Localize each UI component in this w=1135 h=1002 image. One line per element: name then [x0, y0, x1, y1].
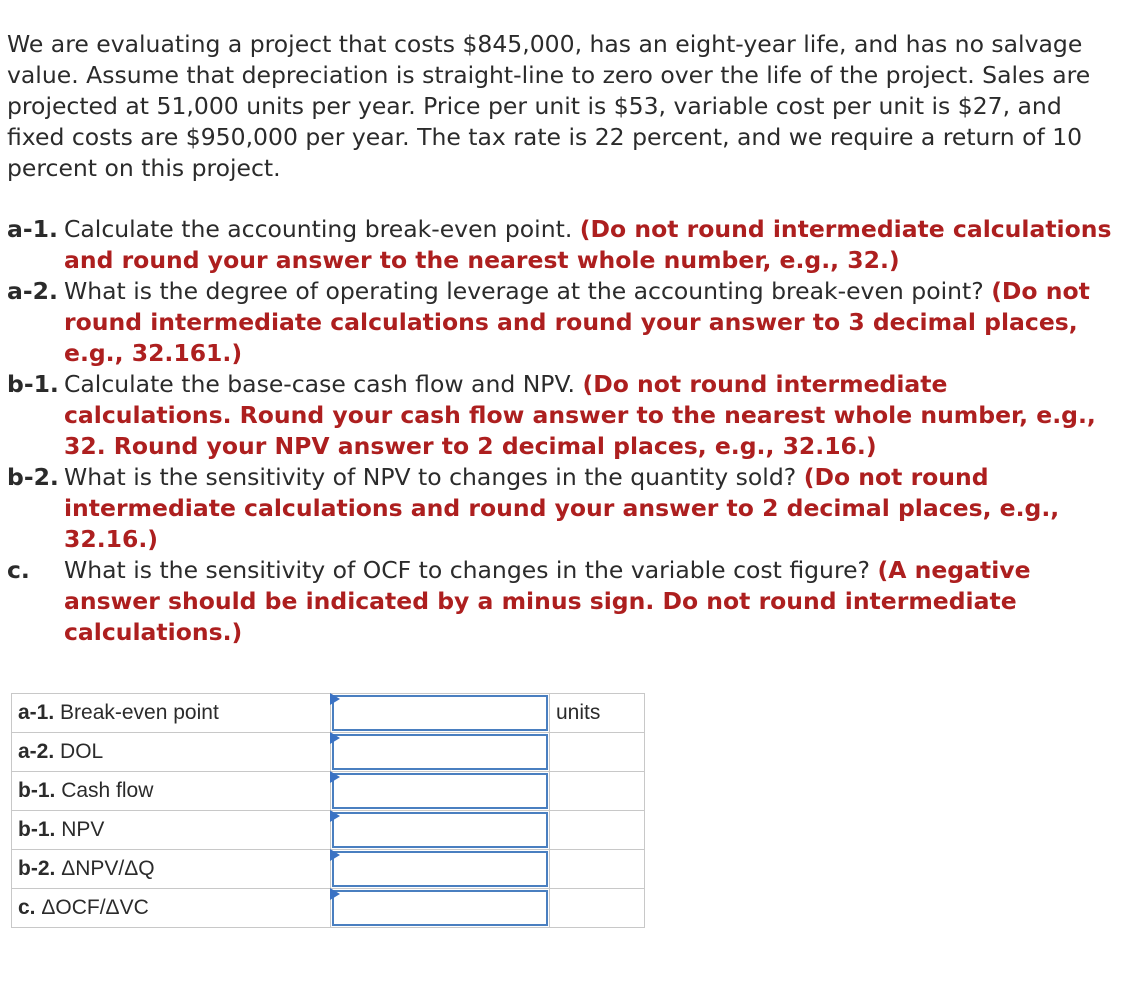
answer-row-b1-npv — [12, 811, 645, 850]
question-text: What is the sensitivity of OCF to changes in the variable cost figure? — [64, 556, 871, 584]
answer-label: b-2. — [18, 857, 56, 880]
problem-intro: We are evaluating a project that costs $845,000, has an eight-year life, and has no salvage value. Assume that depreciation is straight-line to zero over the life of the project. Sales are projected at 51,000 units per year. Price per unit is $53, variable cost per unit is $27, and fixed costs are $950,000 per year. The tax rate is 22 percent, and we require a return of 10 percent on this project. — [7, 30, 1091, 182]
dol-input[interactable] — [332, 734, 548, 770]
answer-row-a1 — [12, 694, 645, 733]
unit-label — [550, 811, 645, 850]
unit-label — [550, 850, 645, 889]
question-label: b-1. — [7, 370, 59, 398]
answer-row-b1-cash — [12, 772, 645, 811]
input-marker-icon — [330, 693, 340, 705]
answer-label: a-2. — [18, 740, 55, 763]
break-even-input[interactable] — [332, 695, 548, 731]
input-marker-icon — [330, 771, 340, 783]
question-a2 — [7, 276, 1122, 369]
cash-flow-input[interactable] — [332, 773, 548, 809]
answer-row-b2 — [12, 850, 645, 889]
unit-label — [550, 772, 645, 811]
question-list — [7, 214, 1122, 648]
answer-text: NPV — [61, 818, 105, 841]
unit-label — [550, 889, 645, 928]
answer-label: a-1. — [18, 701, 55, 724]
question-note: (A negative answer should be indicated by a minus sign. Do not round intermediate calculations.) — [64, 556, 1031, 646]
answer-text: Break-even point — [60, 701, 219, 724]
question-text: Calculate the accounting break-even point. — [64, 215, 573, 243]
question-note: (Do not round intermediate calculations. Round your cash flow answer to the nearest whole number, e.g., 32. Round your NPV answer to 2 decimal places, e.g., 32.16.) — [64, 370, 1096, 460]
answer-text: Cash flow — [61, 779, 154, 802]
answer-text: DOL — [60, 740, 104, 763]
question-label: a-1. — [7, 215, 58, 243]
ocf-sensitivity-input[interactable] — [332, 890, 548, 926]
answer-table — [11, 693, 645, 928]
question-text: What is the degree of operating leverage at the accounting break-even point? — [64, 277, 984, 305]
question-note: (Do not round intermediate calculations and round your answer to the nearest whole number, e.g., 32.) — [64, 215, 1112, 274]
question-text: What is the sensitivity of NPV to changes in the quantity sold? — [64, 463, 797, 491]
answer-text: ΔNPV/ΔQ — [61, 857, 155, 880]
answer-label: b-1. — [18, 818, 56, 841]
input-marker-icon — [330, 888, 340, 900]
question-c — [7, 555, 1122, 648]
question-label: c. — [7, 556, 30, 584]
question-text: Calculate the base-case cash flow and NPV. — [64, 370, 575, 398]
input-marker-icon — [330, 810, 340, 822]
answer-text: ΔOCF/ΔVC — [41, 896, 149, 919]
question-b2 — [7, 462, 1122, 555]
input-marker-icon — [330, 732, 340, 744]
question-note: (Do not round intermediate calculations and round your answer to 3 decimal places, e.g., 32.161.) — [64, 277, 1090, 367]
answer-label: c. — [18, 896, 36, 919]
unit-label: units — [550, 694, 645, 733]
question-note: (Do not round intermediate calculations and round your answer to 2 decimal places, e.g., 32.16.) — [64, 463, 1060, 553]
input-marker-icon — [330, 849, 340, 861]
npv-sensitivity-input[interactable] — [332, 851, 548, 887]
answer-row-a2 — [12, 733, 645, 772]
unit-label — [550, 733, 645, 772]
npv-input[interactable] — [332, 812, 548, 848]
question-label: b-2. — [7, 463, 59, 491]
question-a1 — [7, 214, 1122, 276]
answer-row-c — [12, 889, 645, 928]
answer-label: b-1. — [18, 779, 56, 802]
question-b1 — [7, 369, 1122, 462]
question-label: a-2. — [7, 277, 58, 305]
